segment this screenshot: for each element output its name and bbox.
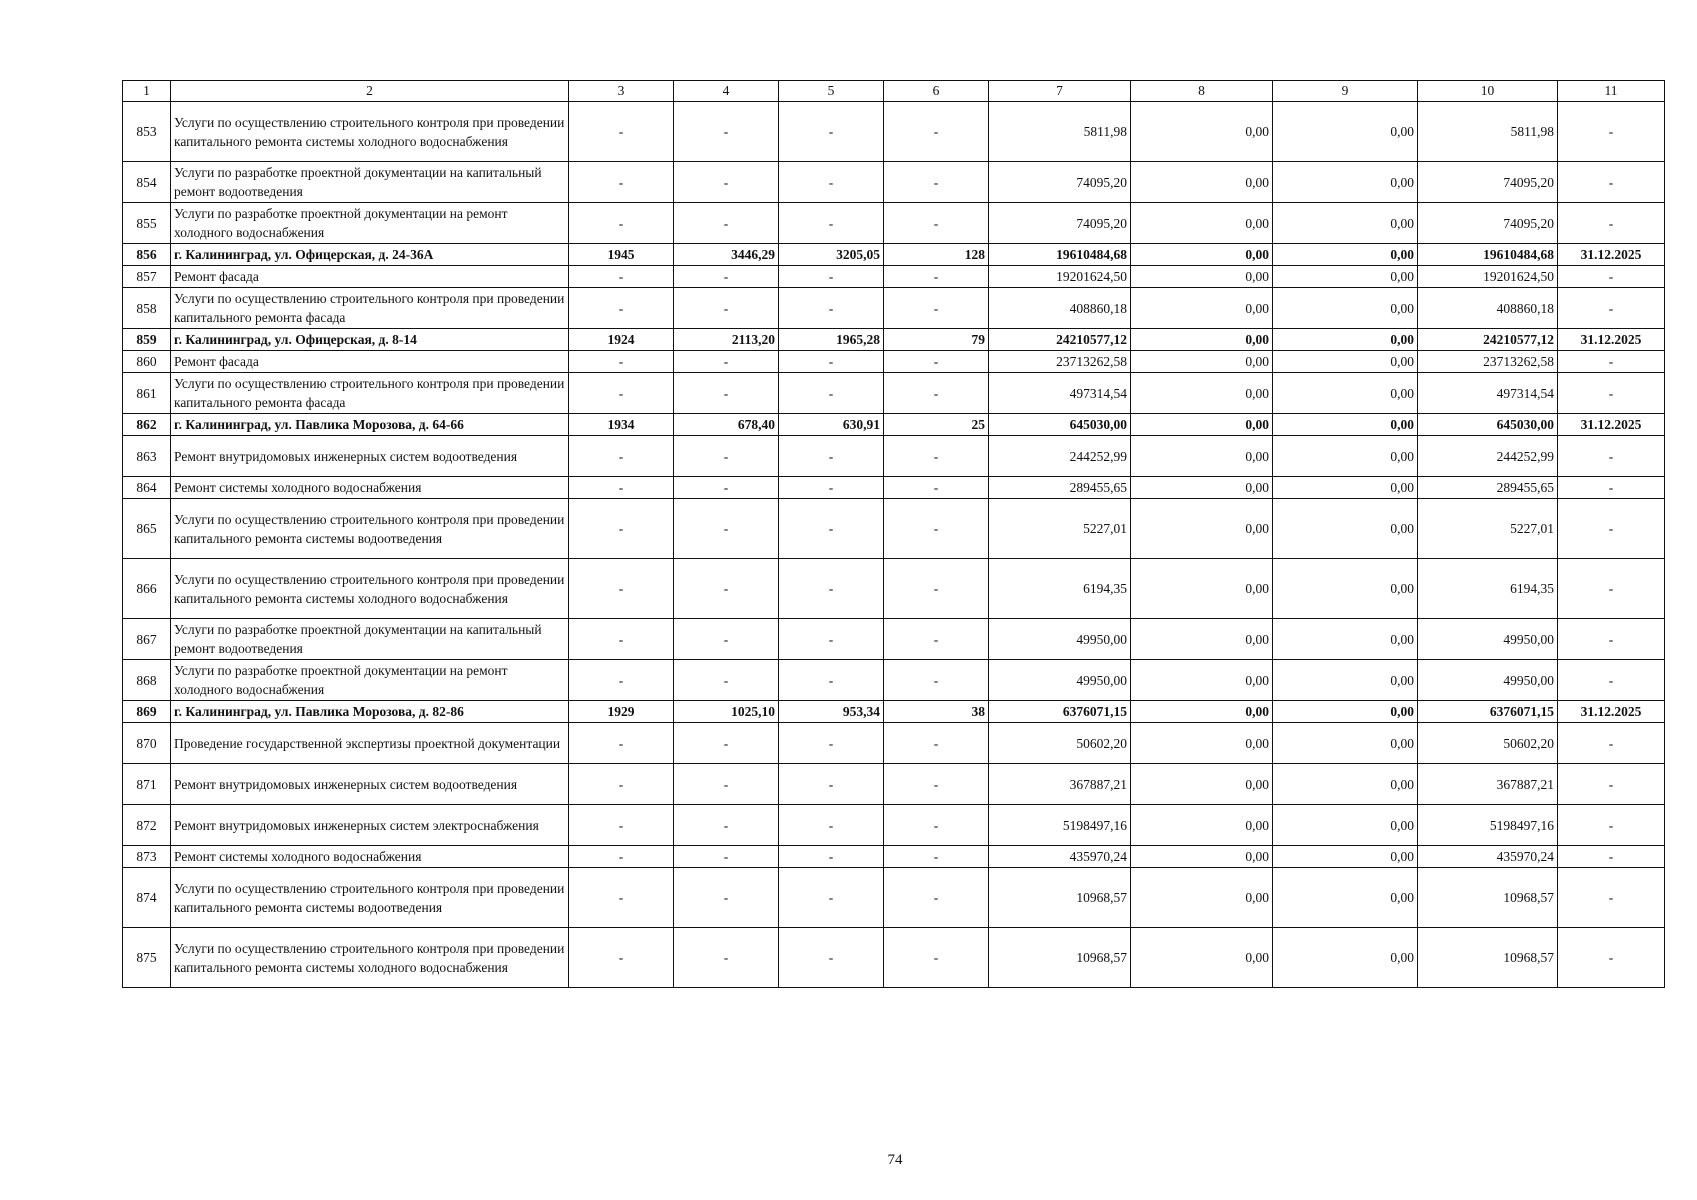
owner-cost: 0,00	[1273, 329, 1418, 351]
fund-cost: 0,00	[1131, 701, 1273, 723]
table-row	[123, 477, 1665, 499]
column-number: 2	[171, 81, 569, 102]
total-area: 1025,10	[674, 701, 779, 723]
row-number: 873	[123, 846, 171, 868]
total-cost: 367887,21	[989, 764, 1131, 805]
fund-cost: 0,00	[1131, 414, 1273, 436]
residential-area: -	[779, 162, 884, 203]
year-built: 1945	[569, 244, 674, 266]
table-row	[123, 846, 1665, 868]
residents-count: -	[884, 660, 989, 701]
table-row	[123, 723, 1665, 764]
total-cost: 244252,99	[989, 436, 1131, 477]
row-number: 857	[123, 266, 171, 288]
owner-cost: 0,00	[1273, 244, 1418, 266]
total-area: -	[674, 559, 779, 619]
fund-cost: 0,00	[1131, 203, 1273, 244]
capital-repair-cost: 244252,99	[1418, 436, 1558, 477]
row-description: Ремонт внутридомовых инженерных систем водоотведения	[171, 436, 569, 477]
total-cost: 19201624,50	[989, 266, 1131, 288]
fund-cost: 0,00	[1131, 619, 1273, 660]
table-row	[123, 436, 1665, 477]
row-number: 860	[123, 351, 171, 373]
row-description: Ремонт фасада	[171, 351, 569, 373]
total-area: -	[674, 477, 779, 499]
residential-area: 3205,05	[779, 244, 884, 266]
total-area: -	[674, 928, 779, 988]
row-description: г. Калининград, ул. Павлика Морозова, д. 64-66	[171, 414, 569, 436]
year-built: -	[569, 805, 674, 846]
owner-cost: 0,00	[1273, 868, 1418, 928]
residents-count: -	[884, 619, 989, 660]
residential-area: 1965,28	[779, 329, 884, 351]
year-built: -	[569, 764, 674, 805]
total-cost: 10968,57	[989, 928, 1131, 988]
row-description: Услуги по разработке проектной документации на капитальный ремонт водоотведения	[171, 162, 569, 203]
residential-area: -	[779, 805, 884, 846]
owner-cost: 0,00	[1273, 619, 1418, 660]
residents-count: -	[884, 805, 989, 846]
residents-count: -	[884, 928, 989, 988]
residents-count: -	[884, 266, 989, 288]
residential-area: -	[779, 660, 884, 701]
total-area: -	[674, 660, 779, 701]
row-description: Ремонт системы холодного водоснабжения	[171, 477, 569, 499]
residential-area: -	[779, 288, 884, 329]
year-built: 1929	[569, 701, 674, 723]
table-row	[123, 619, 1665, 660]
table-row	[123, 928, 1665, 988]
row-number: 853	[123, 102, 171, 162]
residential-area: -	[779, 373, 884, 414]
fund-cost: 0,00	[1131, 868, 1273, 928]
row-number: 861	[123, 373, 171, 414]
total-cost: 6376071,15	[989, 701, 1131, 723]
year-built: -	[569, 660, 674, 701]
total-area: -	[674, 868, 779, 928]
total-area: 2113,20	[674, 329, 779, 351]
residents-count: -	[884, 288, 989, 329]
total-cost: 24210577,12	[989, 329, 1131, 351]
total-cost: 10968,57	[989, 868, 1131, 928]
residents-count: -	[884, 846, 989, 868]
column-number: 4	[674, 81, 779, 102]
address-row	[123, 244, 1665, 266]
residential-area: -	[779, 559, 884, 619]
total-cost: 6194,35	[989, 559, 1131, 619]
owner-cost: 0,00	[1273, 414, 1418, 436]
completion-date: -	[1558, 477, 1665, 499]
completion-date: 31.12.2025	[1558, 329, 1665, 351]
row-number: 867	[123, 619, 171, 660]
year-built: -	[569, 723, 674, 764]
row-description: Проведение государственной экспертизы проектной документации	[171, 723, 569, 764]
residents-count: -	[884, 351, 989, 373]
residential-area: 630,91	[779, 414, 884, 436]
completion-date: -	[1558, 162, 1665, 203]
total-cost: 19610484,68	[989, 244, 1131, 266]
total-cost: 49950,00	[989, 660, 1131, 701]
capital-repair-cost: 74095,20	[1418, 203, 1558, 244]
capital-repair-cost: 74095,20	[1418, 162, 1558, 203]
row-number: 870	[123, 723, 171, 764]
total-cost: 5198497,16	[989, 805, 1131, 846]
total-cost: 5227,01	[989, 499, 1131, 559]
residential-area: -	[779, 266, 884, 288]
table-row	[123, 162, 1665, 203]
fund-cost: 0,00	[1131, 102, 1273, 162]
owner-cost: 0,00	[1273, 701, 1418, 723]
capital-repair-cost: 289455,65	[1418, 477, 1558, 499]
owner-cost: 0,00	[1273, 928, 1418, 988]
table-row	[123, 868, 1665, 928]
row-number: 869	[123, 701, 171, 723]
column-number: 10	[1418, 81, 1558, 102]
table-row	[123, 266, 1665, 288]
residential-area: -	[779, 846, 884, 868]
capital-repair-cost: 5811,98	[1418, 102, 1558, 162]
residential-area: -	[779, 764, 884, 805]
completion-date: 31.12.2025	[1558, 244, 1665, 266]
total-area: -	[674, 203, 779, 244]
row-description: Услуги по осуществлению строительного контроля при проведении капитального ремонта фасада	[171, 373, 569, 414]
capital-repair-cost: 50602,20	[1418, 723, 1558, 764]
completion-date: -	[1558, 102, 1665, 162]
capital-repair-cost: 6376071,15	[1418, 701, 1558, 723]
capital-repair-cost: 10968,57	[1418, 928, 1558, 988]
total-area: -	[674, 764, 779, 805]
capital-repair-cost: 367887,21	[1418, 764, 1558, 805]
residential-area: -	[779, 619, 884, 660]
residents-count: -	[884, 723, 989, 764]
residents-count: 25	[884, 414, 989, 436]
total-area: -	[674, 619, 779, 660]
owner-cost: 0,00	[1273, 436, 1418, 477]
year-built: -	[569, 499, 674, 559]
capital-repair-cost: 5198497,16	[1418, 805, 1558, 846]
row-number: 866	[123, 559, 171, 619]
table-row	[123, 805, 1665, 846]
owner-cost: 0,00	[1273, 288, 1418, 329]
owner-cost: 0,00	[1273, 162, 1418, 203]
total-area: -	[674, 373, 779, 414]
residents-count: 79	[884, 329, 989, 351]
table-row	[123, 373, 1665, 414]
table-body	[123, 102, 1665, 988]
address-row	[123, 414, 1665, 436]
row-number: 864	[123, 477, 171, 499]
residents-count: -	[884, 477, 989, 499]
row-description: Услуги по разработке проектной документации на ремонт холодного водоснабжения	[171, 660, 569, 701]
capital-repair-cost: 23713262,58	[1418, 351, 1558, 373]
year-built: -	[569, 351, 674, 373]
completion-date: -	[1558, 846, 1665, 868]
year-built: -	[569, 288, 674, 329]
row-description: Услуги по осуществлению строительного контроля при проведении капитального ремонта системы водоотведения	[171, 499, 569, 559]
capital-repair-cost: 435970,24	[1418, 846, 1558, 868]
column-number: 11	[1558, 81, 1665, 102]
total-cost: 408860,18	[989, 288, 1131, 329]
residents-count: -	[884, 373, 989, 414]
total-area: -	[674, 436, 779, 477]
completion-date: -	[1558, 559, 1665, 619]
total-cost: 74095,20	[989, 162, 1131, 203]
owner-cost: 0,00	[1273, 373, 1418, 414]
total-cost: 49950,00	[989, 619, 1131, 660]
total-cost: 645030,00	[989, 414, 1131, 436]
completion-date: 31.12.2025	[1558, 701, 1665, 723]
row-number: 874	[123, 868, 171, 928]
row-description: г. Калининград, ул. Офицерская, д. 8-14	[171, 329, 569, 351]
row-description: Услуги по осуществлению строительного контроля при проведении капитального ремонта системы водоотведения	[171, 868, 569, 928]
completion-date: -	[1558, 928, 1665, 988]
owner-cost: 0,00	[1273, 846, 1418, 868]
fund-cost: 0,00	[1131, 373, 1273, 414]
total-area: 3446,29	[674, 244, 779, 266]
row-number: 855	[123, 203, 171, 244]
total-cost: 50602,20	[989, 723, 1131, 764]
year-built: -	[569, 266, 674, 288]
total-area: -	[674, 102, 779, 162]
residents-count: -	[884, 499, 989, 559]
column-number: 3	[569, 81, 674, 102]
total-cost: 74095,20	[989, 203, 1131, 244]
column-number: 1	[123, 81, 171, 102]
row-description: г. Калининград, ул. Офицерская, д. 24-36А	[171, 244, 569, 266]
residents-count: -	[884, 162, 989, 203]
fund-cost: 0,00	[1131, 559, 1273, 619]
residential-area: -	[779, 928, 884, 988]
row-description: Ремонт системы холодного водоснабжения	[171, 846, 569, 868]
column-number: 6	[884, 81, 989, 102]
residents-count: -	[884, 764, 989, 805]
total-cost: 23713262,58	[989, 351, 1131, 373]
year-built: -	[569, 846, 674, 868]
residents-count: -	[884, 102, 989, 162]
total-cost: 497314,54	[989, 373, 1131, 414]
row-number: 871	[123, 764, 171, 805]
capital-repair-cost: 5227,01	[1418, 499, 1558, 559]
row-number: 872	[123, 805, 171, 846]
total-area: -	[674, 351, 779, 373]
completion-date: -	[1558, 619, 1665, 660]
row-number: 865	[123, 499, 171, 559]
table-row	[123, 351, 1665, 373]
fund-cost: 0,00	[1131, 288, 1273, 329]
row-description: Услуги по осуществлению строительного контроля при проведении капитального ремонта системы холодного водоснабжения	[171, 102, 569, 162]
owner-cost: 0,00	[1273, 351, 1418, 373]
row-description: г. Калининград, ул. Павлика Морозова, д. 82-86	[171, 701, 569, 723]
column-number-row	[123, 81, 1665, 102]
fund-cost: 0,00	[1131, 499, 1273, 559]
fund-cost: 0,00	[1131, 805, 1273, 846]
owner-cost: 0,00	[1273, 499, 1418, 559]
row-description: Услуги по разработке проектной документации на капитальный ремонт водоотведения	[171, 619, 569, 660]
table-row	[123, 102, 1665, 162]
year-built: -	[569, 203, 674, 244]
residents-count: -	[884, 436, 989, 477]
residential-area: -	[779, 102, 884, 162]
fund-cost: 0,00	[1131, 162, 1273, 203]
address-row	[123, 701, 1665, 723]
total-area: -	[674, 805, 779, 846]
owner-cost: 0,00	[1273, 203, 1418, 244]
fund-cost: 0,00	[1131, 244, 1273, 266]
owner-cost: 0,00	[1273, 266, 1418, 288]
row-number: 862	[123, 414, 171, 436]
table-row	[123, 203, 1665, 244]
year-built: -	[569, 868, 674, 928]
fund-cost: 0,00	[1131, 351, 1273, 373]
row-number: 859	[123, 329, 171, 351]
column-number: 7	[989, 81, 1131, 102]
year-built: 1934	[569, 414, 674, 436]
fund-cost: 0,00	[1131, 329, 1273, 351]
capital-repair-cost: 645030,00	[1418, 414, 1558, 436]
year-built: -	[569, 373, 674, 414]
total-area: -	[674, 499, 779, 559]
row-description: Услуги по осуществлению строительного контроля при проведении капитального ремонта фасада	[171, 288, 569, 329]
owner-cost: 0,00	[1273, 660, 1418, 701]
residential-area: -	[779, 203, 884, 244]
year-built: -	[569, 928, 674, 988]
fund-cost: 0,00	[1131, 660, 1273, 701]
year-built: -	[569, 162, 674, 203]
fund-cost: 0,00	[1131, 266, 1273, 288]
year-built: 1924	[569, 329, 674, 351]
owner-cost: 0,00	[1273, 477, 1418, 499]
year-built: -	[569, 102, 674, 162]
row-number: 863	[123, 436, 171, 477]
row-description: Услуги по осуществлению строительного контроля при проведении капитального ремонта системы холодного водоснабжения	[171, 559, 569, 619]
residents-count: 128	[884, 244, 989, 266]
table-row	[123, 764, 1665, 805]
owner-cost: 0,00	[1273, 805, 1418, 846]
fund-cost: 0,00	[1131, 723, 1273, 764]
completion-date: -	[1558, 373, 1665, 414]
completion-date: -	[1558, 351, 1665, 373]
capital-repair-cost: 24210577,12	[1418, 329, 1558, 351]
total-area: -	[674, 266, 779, 288]
row-number: 854	[123, 162, 171, 203]
residential-area: 953,34	[779, 701, 884, 723]
owner-cost: 0,00	[1273, 764, 1418, 805]
capital-repair-cost: 19201624,50	[1418, 266, 1558, 288]
year-built: -	[569, 559, 674, 619]
total-area: -	[674, 162, 779, 203]
owner-cost: 0,00	[1273, 559, 1418, 619]
fund-cost: 0,00	[1131, 846, 1273, 868]
owner-cost: 0,00	[1273, 102, 1418, 162]
capital-repair-cost: 6194,35	[1418, 559, 1558, 619]
capital-repair-cost: 49950,00	[1418, 619, 1558, 660]
fund-cost: 0,00	[1131, 764, 1273, 805]
column-number: 9	[1273, 81, 1418, 102]
total-cost: 5811,98	[989, 102, 1131, 162]
residential-area: -	[779, 477, 884, 499]
total-area: -	[674, 846, 779, 868]
table-row	[123, 660, 1665, 701]
capital-repair-cost: 49950,00	[1418, 660, 1558, 701]
fund-cost: 0,00	[1131, 436, 1273, 477]
completion-date: -	[1558, 436, 1665, 477]
row-number: 856	[123, 244, 171, 266]
total-area: 678,40	[674, 414, 779, 436]
row-description: Ремонт фасада	[171, 266, 569, 288]
table-row	[123, 288, 1665, 329]
total-area: -	[674, 723, 779, 764]
capital-repair-cost: 497314,54	[1418, 373, 1558, 414]
table-row	[123, 499, 1665, 559]
completion-date: -	[1558, 805, 1665, 846]
column-number: 8	[1131, 81, 1273, 102]
capital-repair-cost: 408860,18	[1418, 288, 1558, 329]
row-description: Услуги по разработке проектной документации на ремонт холодного водоснабжения	[171, 203, 569, 244]
total-area: -	[674, 288, 779, 329]
residential-area: -	[779, 499, 884, 559]
fund-cost: 0,00	[1131, 928, 1273, 988]
year-built: -	[569, 477, 674, 499]
fund-cost: 0,00	[1131, 477, 1273, 499]
completion-date: 31.12.2025	[1558, 414, 1665, 436]
completion-date: -	[1558, 203, 1665, 244]
year-built: -	[569, 619, 674, 660]
total-cost: 435970,24	[989, 846, 1131, 868]
row-number: 875	[123, 928, 171, 988]
residents-count: 38	[884, 701, 989, 723]
completion-date: -	[1558, 868, 1665, 928]
works-table	[122, 80, 1665, 988]
row-number: 868	[123, 660, 171, 701]
total-cost: 289455,65	[989, 477, 1131, 499]
row-number: 858	[123, 288, 171, 329]
capital-repair-cost: 19610484,68	[1418, 244, 1558, 266]
page-number: 74	[887, 1152, 903, 1168]
completion-date: -	[1558, 499, 1665, 559]
completion-date: -	[1558, 723, 1665, 764]
table-row	[123, 559, 1665, 619]
residential-area: -	[779, 351, 884, 373]
owner-cost: 0,00	[1273, 723, 1418, 764]
completion-date: -	[1558, 764, 1665, 805]
residents-count: -	[884, 203, 989, 244]
residents-count: -	[884, 559, 989, 619]
year-built: -	[569, 436, 674, 477]
row-description: Услуги по осуществлению строительного контроля при проведении капитального ремонта системы холодного водоснабжения	[171, 928, 569, 988]
residential-area: -	[779, 868, 884, 928]
column-number: 5	[779, 81, 884, 102]
completion-date: -	[1558, 288, 1665, 329]
row-description: Ремонт внутридомовых инженерных систем водоотведения	[171, 764, 569, 805]
completion-date: -	[1558, 266, 1665, 288]
capital-repair-cost: 10968,57	[1418, 868, 1558, 928]
residential-area: -	[779, 436, 884, 477]
completion-date: -	[1558, 660, 1665, 701]
address-row	[123, 329, 1665, 351]
row-description: Ремонт внутридомовых инженерных систем электроснабжения	[171, 805, 569, 846]
residential-area: -	[779, 723, 884, 764]
residents-count: -	[884, 868, 989, 928]
